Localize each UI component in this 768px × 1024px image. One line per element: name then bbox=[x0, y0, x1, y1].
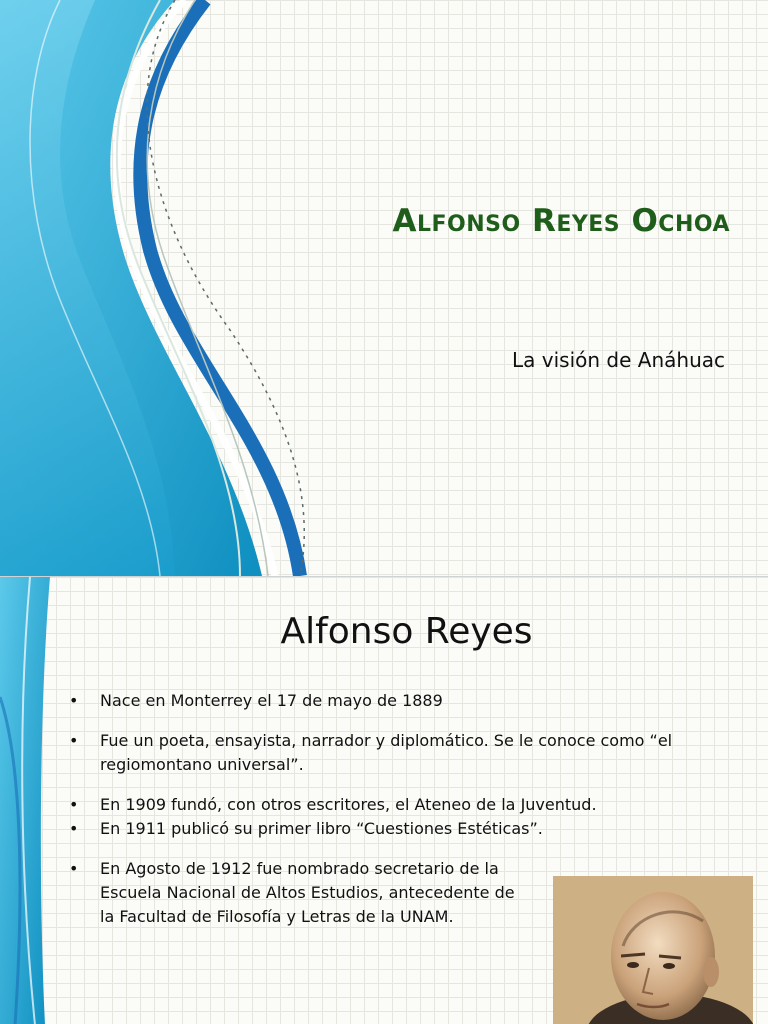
slide-title: Alfonso Reyes Ochoa bbox=[392, 203, 730, 239]
slide-subtitle: La visión de Anáhuac bbox=[512, 348, 725, 372]
bullet-marker: • bbox=[69, 859, 79, 878]
teal-swoosh-decoration bbox=[0, 0, 330, 576]
list-item bbox=[64, 857, 530, 929]
list-item bbox=[64, 689, 724, 713]
bullet-text: Fue un poeta, ensayista, narrador y diplomático. Se le conoce como “el regiomontano universal”. bbox=[100, 731, 673, 774]
bullet-marker: • bbox=[69, 819, 79, 838]
bullet-marker: • bbox=[69, 691, 79, 710]
bullet-text: En 1909 fundó, con otros escritores, el Ateneo de la Juventud. bbox=[100, 795, 597, 814]
bullet-text: Nace en Monterrey el 17 de mayo de 1889 bbox=[100, 691, 443, 710]
bullet-text: En Agosto de 1912 fue nombrado secretario de la Escuela Nacional de Altos Estudios, antecedente de la Facultad de Filosofía y Letras de la UNAM. bbox=[100, 859, 515, 926]
bullet-marker: • bbox=[69, 731, 79, 750]
portrait-photo bbox=[553, 876, 753, 1024]
bullet-text: En 1911 publicó su primer libro “Cuestiones Estéticas”. bbox=[100, 819, 543, 838]
list-item bbox=[64, 729, 724, 777]
portrait-illustration bbox=[553, 876, 753, 1024]
bullet-marker: • bbox=[69, 795, 79, 814]
list-item bbox=[64, 793, 724, 817]
slide-title: Alfonso Reyes bbox=[280, 611, 533, 652]
list-item bbox=[64, 817, 724, 841]
content-slide bbox=[0, 576, 768, 1024]
left-edge-swoosh-decoration bbox=[0, 577, 60, 1024]
